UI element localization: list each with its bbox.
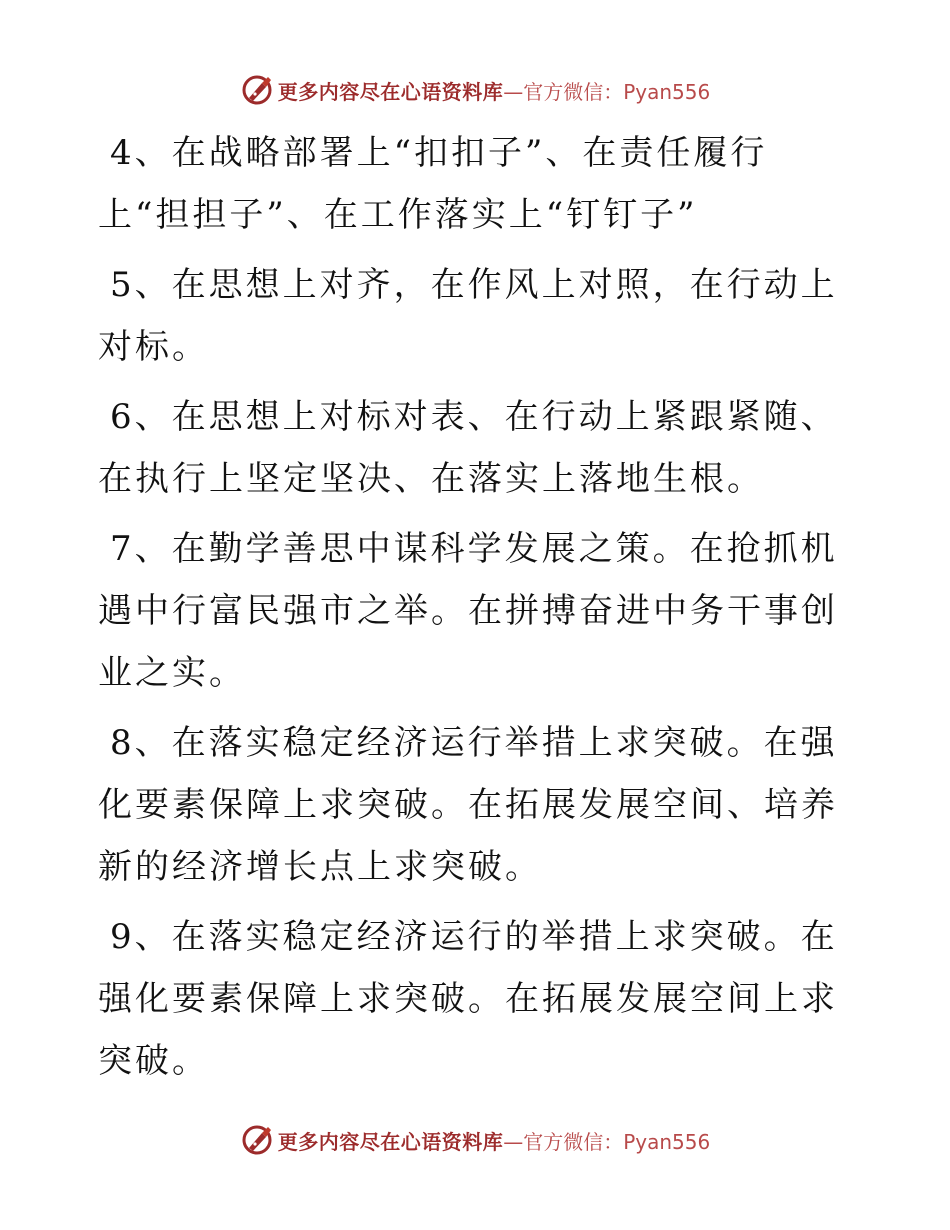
pen-nib-logo-icon — [240, 1123, 274, 1157]
header-text-main: 更多内容尽在心语资料库 — [277, 79, 504, 104]
paragraph-4: 4、在战略部署上“扣扣子”、在责任履行上“担担子”、在工作落实上“钉钉子” — [98, 133, 768, 235]
document-body — [98, 122, 858, 1100]
footer-watermark — [0, 1120, 950, 1160]
footer-text-sub: —官方微信：Pyan556 — [503, 1129, 711, 1154]
paragraph-7: 7、在勤学善思中谋科学发展之策。在抢抓机遇中行富民强市之举。在拼搏奋进中务干事创业之实。 — [98, 529, 838, 693]
pen-nib-logo-icon — [240, 73, 274, 107]
paragraph-9: 9、在落实稳定经济运行的举措上求突破。在强化要素保障上求突破。在拓展发展空间上求突破。 — [98, 917, 838, 1081]
header-watermark — [0, 70, 950, 110]
header-text-sub: —官方微信：Pyan556 — [503, 79, 711, 104]
footer-text-main: 更多内容尽在心语资料库 — [277, 1129, 504, 1154]
paragraph-6: 6、在思想上对标对表、在行动上紧跟紧随、在执行上坚定坚决、在落实上落地生根。 — [98, 397, 838, 499]
paragraph-8: 8、在落实稳定经济运行举措上求突破。在强化要素保障上求突破。在拓展发展空间、培养新的经济增长点上求突破。 — [98, 723, 838, 887]
paragraph-5: 5、在思想上对齐，在作风上对照，在行动上对标。 — [98, 265, 838, 367]
